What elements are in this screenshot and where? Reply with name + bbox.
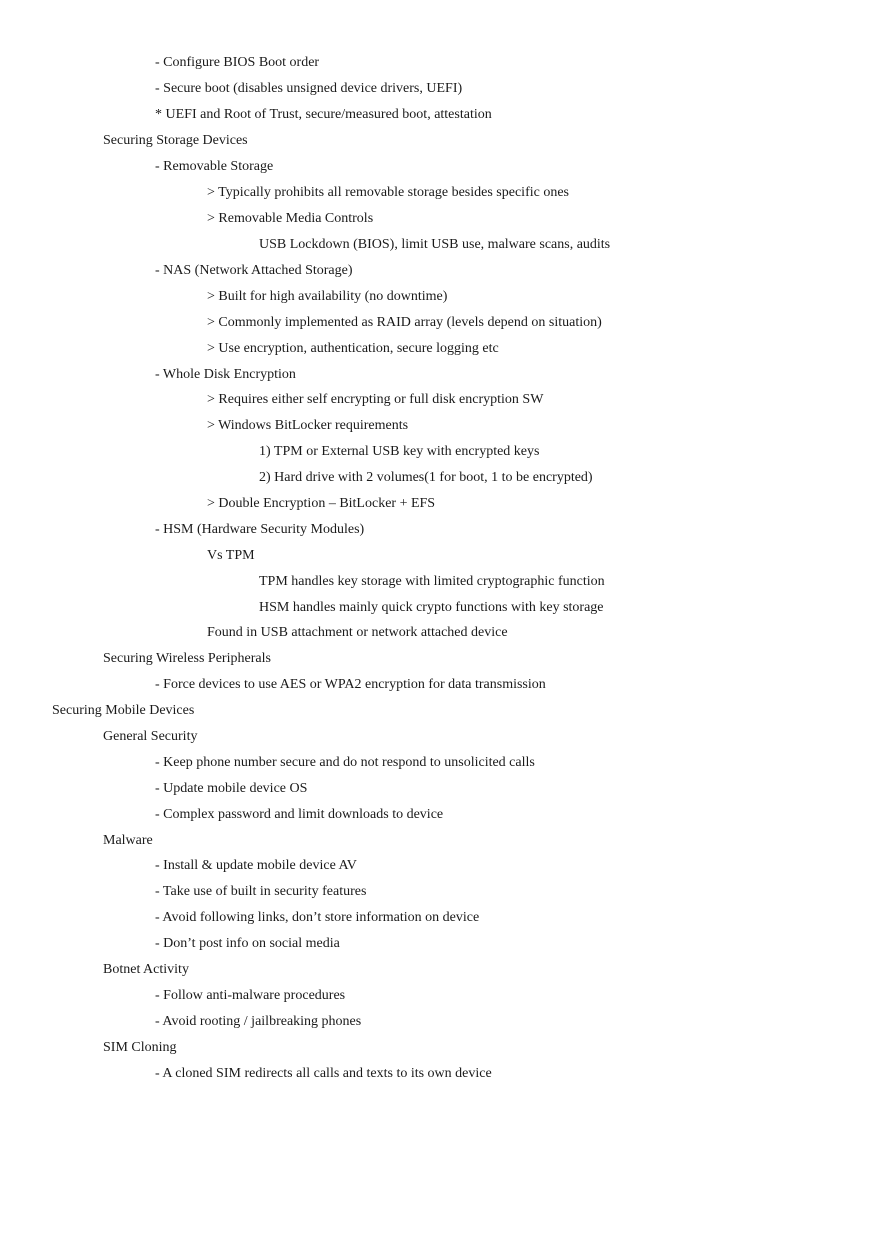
subheading: General Security: [103, 729, 198, 744]
bullet-line: - Avoid rooting / jailbreaking phones: [155, 1014, 362, 1029]
subheading: Securing Storage Devices: [103, 133, 248, 148]
sub-bullet-line: > Use encryption, authentication, secure logging etc: [207, 341, 499, 356]
bullet-line: - Take use of built in security features: [155, 884, 367, 899]
bullet-line: - Install & update mobile device AV: [155, 858, 357, 873]
note-line: * UEFI and Root of Trust, secure/measured boot, attestation: [155, 107, 492, 122]
bullet-line: - Update mobile device OS: [155, 781, 308, 796]
sub-bullet-line: > Removable Media Controls: [207, 211, 374, 226]
bullet-line: - Configure BIOS Boot order: [155, 55, 320, 70]
bullet-line: - Removable Storage: [155, 159, 274, 174]
subheading: Malware: [103, 833, 153, 848]
sub-bullet-line: > Double Encryption – BitLocker + EFS: [207, 496, 436, 511]
bullet-line: - Avoid following links, don’t store information on device: [155, 910, 480, 925]
bullet-line: - Complex password and limit downloads to device: [155, 807, 444, 822]
detail-line: USB Lockdown (BIOS), limit USB use, malware scans, audits: [259, 237, 611, 252]
sub-heading-line: Vs TPM: [207, 548, 255, 563]
bullet-line: - Whole Disk Encryption: [155, 367, 296, 382]
sub-bullet-line: > Commonly implemented as RAID array (levels depend on situation): [207, 315, 602, 330]
detail-line: 2) Hard drive with 2 volumes(1 for boot, 1 to be encrypted): [259, 470, 593, 485]
sub-bullet-line: > Requires either self encrypting or full disk encryption SW: [207, 392, 544, 407]
bullet-line: - HSM (Hardware Security Modules): [155, 522, 365, 537]
sub-bullet-line: > Windows BitLocker requirements: [207, 418, 409, 433]
sub-bullet-line: > Typically prohibits all removable storage besides specific ones: [207, 185, 570, 200]
detail-line: TPM handles key storage with limited cryptographic function: [259, 574, 605, 589]
detail-line: 1) TPM or External USB key with encrypted keys: [259, 444, 540, 459]
bullet-line: - A cloned SIM redirects all calls and texts to its own device: [155, 1066, 492, 1081]
subheading: Securing Wireless Peripherals: [103, 651, 271, 666]
bullet-line: - Don’t post info on social media: [155, 936, 340, 951]
sub-heading-line: Found in USB attachment or network attached device: [207, 625, 508, 640]
bullet-line: - Follow anti-malware procedures: [155, 988, 346, 1003]
bullet-line: - Keep phone number secure and do not respond to unsolicited calls: [155, 755, 535, 770]
section-heading: Securing Mobile Devices: [52, 703, 195, 718]
sub-bullet-line: > Built for high availability (no downtime): [207, 289, 448, 304]
bullet-line: - Force devices to use AES or WPA2 encryption for data transmission: [155, 677, 546, 692]
subheading: Botnet Activity: [103, 962, 189, 977]
detail-line: HSM handles mainly quick crypto functions with key storage: [259, 600, 604, 615]
bullet-line: - Secure boot (disables unsigned device drivers, UEFI): [155, 81, 463, 96]
subheading: SIM Cloning: [103, 1040, 177, 1055]
bullet-line: - NAS (Network Attached Storage): [155, 263, 353, 278]
